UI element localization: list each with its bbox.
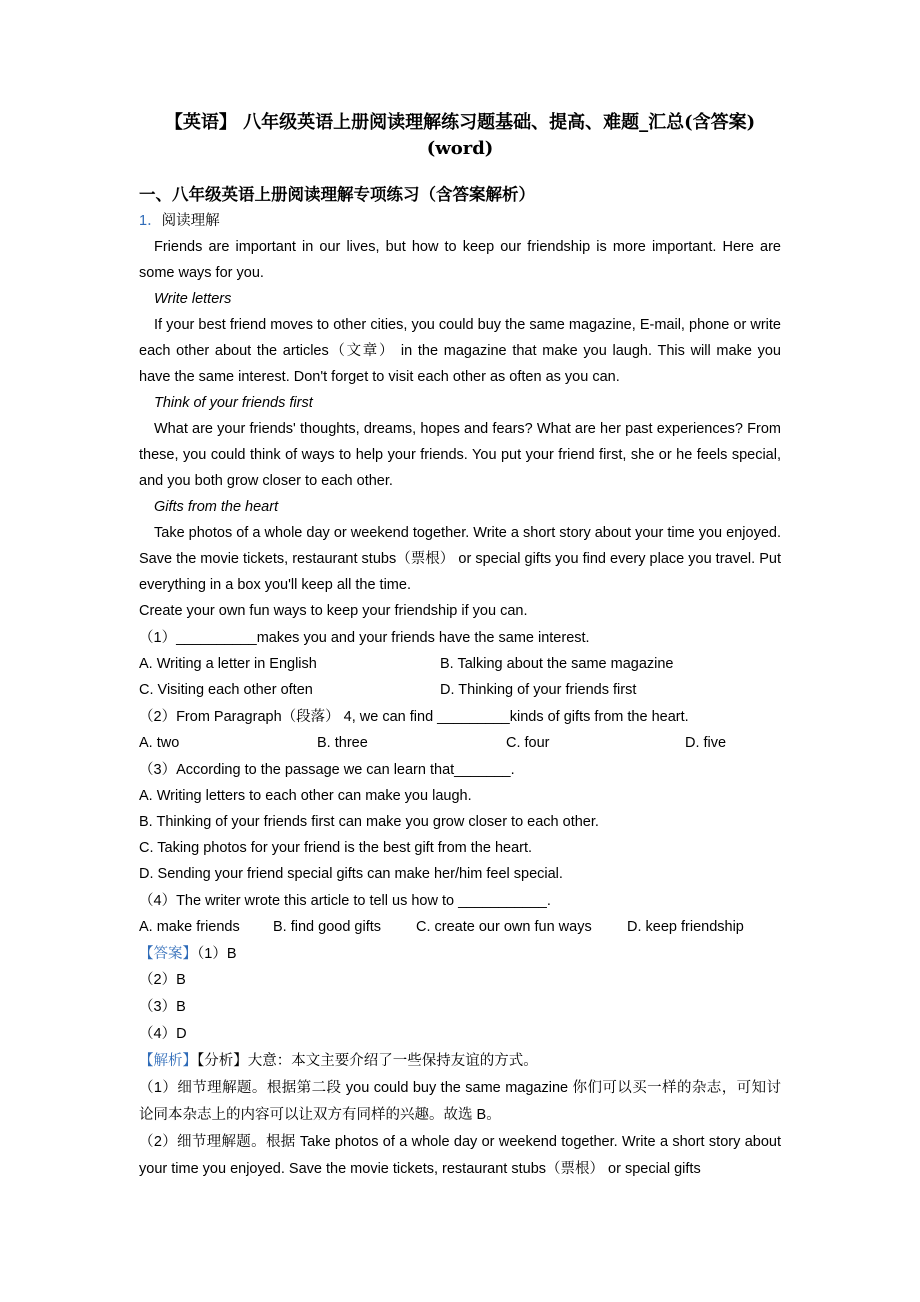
analysis-header xyxy=(139,1048,781,1075)
analysis-paragraph-1: （1）细节理解题。根据第二段 you could buy the same magazine 你们可以买一样的杂志，可知讨论同本杂志上的内容可以让双方有同样的兴趣。故选 B。 xyxy=(139,1080,781,1123)
q1-option-d[interactable]: D. Thinking of your friends first xyxy=(440,682,637,698)
subheading-write-letters: Write letters xyxy=(154,291,232,307)
question-header xyxy=(139,208,781,234)
q2-stem: （2）From Paragraph（段落） 4, we can find _________kinds of gifts from the heart. xyxy=(139,709,689,725)
passage-paragraph-2: What are your friends' thoughts, dreams, hopes and fears? What are her past experiences? From these, you could think of ways to help your friends. You put your friend first, she or he feels special, and you both grow closer to each other. xyxy=(139,421,781,489)
answer-block xyxy=(139,941,781,967)
answer-4: （4）D xyxy=(139,1026,187,1042)
q1-option-b[interactable]: B. Talking about the same magazine xyxy=(440,656,674,672)
q1-options-row-2 xyxy=(139,677,781,703)
answer-tag: 【答案】 xyxy=(139,946,197,962)
q1-options-row-1 xyxy=(139,651,781,677)
q3-stem: （3）According to the passage we can learn that_______. xyxy=(139,762,515,778)
answer-1: （1）B xyxy=(197,946,237,962)
q4-stem: （4）The writer wrote this article to tell us how to ___________. xyxy=(139,893,551,909)
analysis-paragraph-2: （2）细节理解题。根据 Take photos of a whole day or weekend together. Write a short story about your time you enjoyed. Save the movie tickets, restaurant stubs（票根） or special gifts xyxy=(139,1134,781,1177)
q1-option-c[interactable]: C. Visiting each other often xyxy=(139,682,313,698)
q2-options-row xyxy=(139,730,781,756)
q3-option-a[interactable]: A. Writing letters to each other can make you laugh. xyxy=(139,788,472,804)
q3-option-d[interactable]: D. Sending your friend special gifts can make her/him feel special. xyxy=(139,866,563,882)
q2-option-d[interactable]: D. five xyxy=(685,735,727,751)
document-title xyxy=(139,110,781,162)
question-number: 1． xyxy=(139,213,162,229)
subheading-think-of-friends: Think of your friends first xyxy=(154,395,313,411)
passage-paragraph-3: Take photos of a whole day or weekend together. Write a short story about your time you enjoyed. Save the movie tickets, restaurant stubs（票根） or special gifts you find every place you travel. Put everything in a box you'll keep all the time. xyxy=(139,525,781,593)
q2-option-a[interactable]: A. two xyxy=(139,735,180,751)
q3-option-b[interactable]: B. Thinking of your friends first can make you grow closer to each other. xyxy=(139,814,599,830)
q4-option-a[interactable]: A. make friends xyxy=(139,919,240,935)
question-type: 阅读理解 xyxy=(161,213,220,229)
analysis-summary: 【分析】大意：本文主要介绍了一些保持友谊的方式。 xyxy=(197,1053,538,1069)
q1-option-a[interactable]: A. Writing a letter in English xyxy=(139,656,317,672)
subheading-gifts: Gifts from the heart xyxy=(154,499,279,515)
answer-2: （2）B xyxy=(139,972,186,988)
section-heading: 一、八年级英语上册阅读理解专项练习（含答案解析） xyxy=(139,185,535,204)
q3-option-c[interactable]: C. Taking photos for your friend is the best gift from the heart. xyxy=(139,840,533,856)
document-page xyxy=(139,110,781,1183)
title-line-1: 【英语】 八年级英语上册阅读理解练习题基础、提高、难题_汇总(含答案) xyxy=(164,112,756,133)
q2-option-c[interactable]: C. four xyxy=(506,735,550,751)
q4-option-b[interactable]: B. find good gifts xyxy=(273,919,382,935)
analysis-tag: 【解析】 xyxy=(139,1053,197,1069)
passage-intro: Friends are important in our lives, but how to keep our friendship is more important. Here are some ways for you. xyxy=(139,239,781,281)
title-line-2: (word) xyxy=(426,138,494,159)
passage-paragraph-1: If your best friend moves to other cities, you could buy the same magazine, E-mail, phone or write each other about the articles（文章） in the magazine that make you laugh. This will make you have the same interest. Don't forget to visit each other as often as you can. xyxy=(139,317,781,385)
q4-option-d[interactable]: D. keep friendship xyxy=(627,919,744,935)
answer-3: （3）B xyxy=(139,999,186,1015)
q2-option-b[interactable]: B. three xyxy=(317,735,368,751)
passage-closing: Create your own fun ways to keep your friendship if you can. xyxy=(139,603,528,619)
q1-stem: （1）__________makes you and your friends have the same interest. xyxy=(139,630,590,646)
q4-options-row xyxy=(139,914,781,940)
q4-option-c[interactable]: C. create our own fun ways xyxy=(416,919,592,935)
